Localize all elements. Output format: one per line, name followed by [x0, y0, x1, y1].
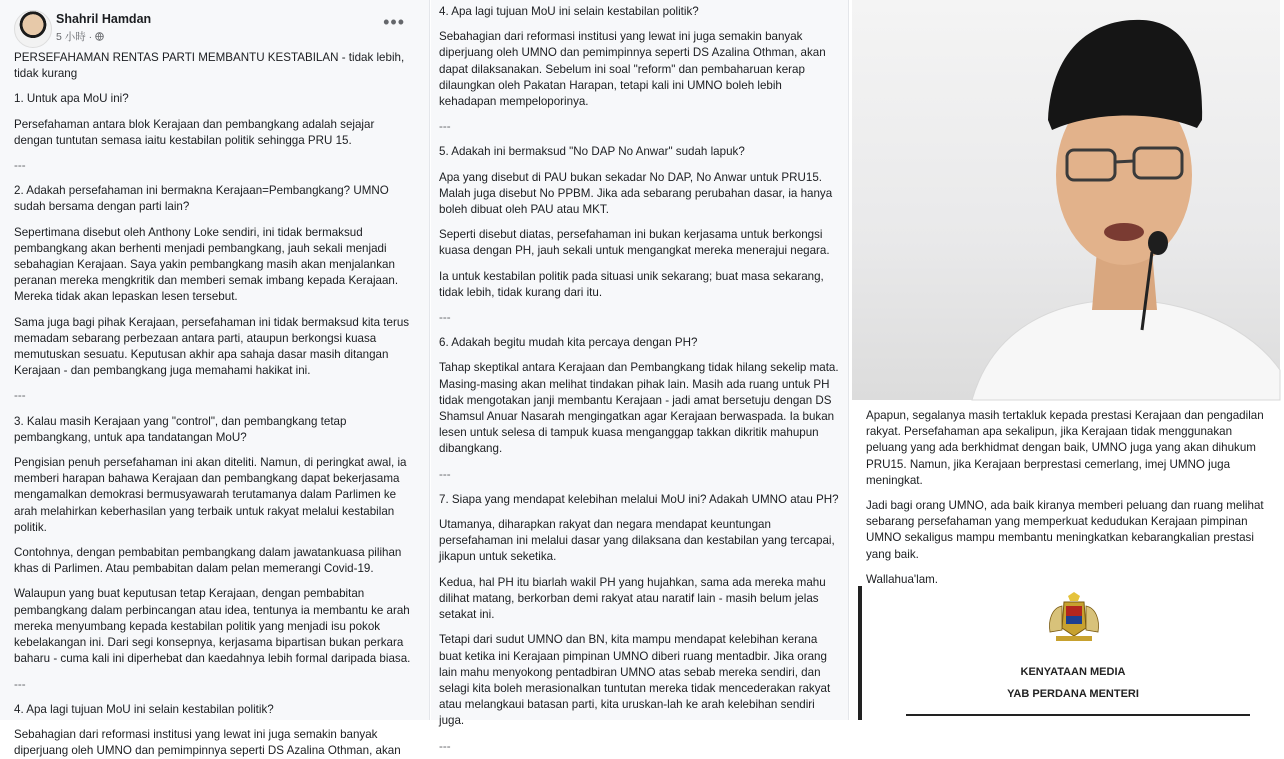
post-paragraph: Sepertimana disebut oleh Anthony Loke sendiri, ini tidak bermaksud pembangkang akan berhenti menjadi pembangkang, jauh sekali menjadi sebahagian Kerajaan. Saya yakin pembangkang masih akan menjalankan peranan mereka mengkritik dan memberi semak imbang kepada Kerajaan. Mereka tidak akan lepaskan lesen tersebut. — [14, 225, 399, 304]
post-paragraph: Kedua, hal PH itu biarlah wakil PH yang hujahkan, sama ada mereka mahu dilihat matang, berkorban demi rakyat atau naratif lain - masih belum jelas setakat ini. — [439, 575, 826, 622]
section-separator: --- — [14, 677, 26, 691]
post-paragraph: Jadi bagi orang UMNO, ada baik kiranya memberi peluang dan ruang melihat sebarang persefahaman yang memperkuat kedudukan Kerajaan pimpinan UMNO sekaligus mampu membantu meningkatkan kebarangkalian prestasi yang baik. — [866, 499, 1264, 561]
post-paragraph: Seperti disebut diatas, persefahaman ini bukan kerjasama untuk berkongsi kuasa dengan PH, jauh sekali untuk mengangkat mereka menerajui negara. — [439, 228, 830, 258]
post-paragraph: Ia untuk kestabilan politik pada situasi unik sekarang; buat masa sekarang, tidak lebih, tidak kurang dari itu. — [439, 269, 824, 299]
post-paragraph: Utamanya, diharapkan rakyat dan negara mendapat keuntungan persefahaman ini melalui dasar yang dilaksana dan kestabilan yang tercapai, jikapun untuk seketika. — [439, 518, 835, 564]
post-paragraph: Wallahua'lam. — [866, 572, 939, 586]
globe-icon — [95, 32, 104, 41]
post-paragraph: 4. Apa lagi tujuan MoU ini selain kestabilan politik? — [439, 5, 699, 18]
section-separator: --- — [439, 120, 451, 134]
author-name[interactable]: Shahril Hamdan — [56, 12, 152, 26]
avatar[interactable] — [14, 10, 52, 48]
post-body-1 — [14, 50, 415, 759]
post-paragraph: Contohnya, dengan pembabitan pembangkang dalam jawatankuasa pilihan khas di Parlimen. Atau pembabitan dalam pelan memerangi Covid-19. — [14, 546, 402, 576]
post-paragraph: Apa yang disebut di PAU bukan sekadar No DAP, No Anwar untuk PRU15. Malah juga disebut No PPBM. Jika ada sebarang perubahan dasar, ia hanya boleh dibuat oleh PAU atau MKT. — [439, 170, 833, 217]
post-meta: 5 小時 · — [56, 29, 104, 44]
post-paragraph: 1. Untuk apa MoU ini? — [14, 92, 129, 106]
speaker-photo — [852, 0, 1280, 400]
post-time[interactable]: 5 小時 — [56, 31, 86, 43]
post-paragraph: Sebahagian dari reformasi institusi yang lewat ini juga semakin banyak diperjuang oleh UMNO dan pemimpinnya seperti DS Azalina Othman, akan dapat dilaksanakan. Sebelum ini soal "reform" dan pembaharuan kerap dilaungkan oleh Pakatan Harapan, tetapi kali ini UMNO boleh lebih kehadapan mempeloporinya. — [439, 30, 826, 109]
post-paragraph: Tahap skeptikal antara Kerajaan dan Pembangkang tidak hilang sekelip mata. Masing-masing akan melihat tindakan pihak lain. Masih ada ruang untuk PH tidak mengotakan janji membantu Kerajaan - jadi amat bersetuju dengan DS Shamsul Anuar Nasarah mengingatkan agar Kerajaan berwaspada. Ia bukan lesen untuk selesa di tampuk kuasa menganggap takkan dikritik mahupun dibangkang. — [439, 361, 839, 456]
document-title: KENYATAAN MEDIA — [1020, 666, 1126, 678]
section-separator: --- — [439, 739, 451, 753]
post-paragraph: Apapun, segalanya masih tertakluk kepada prestasi Kerajaan dan pengadilan rakyat. Persefahaman apa sekalipun, jika Kerajaan tidak menggunakan peluang yang ada berkhidmat dengan baik, UMNO juga yang akan dihukum PRU15. Namun, jika Kerajaan berprestasi cemerlang, imej UMNO juga meningkat. — [866, 409, 1264, 487]
post-paragraph: Sama juga bagi pihak Kerajaan, persefahaman ini tidak bermaksud kita terus memadam sebarang perbezaan antara parti, ataupun berkongsi kuasa memutuskan sesuatu. Keputusan akhir apa sahaja dasar masih ditangan Kerajaan - dan pembangkang juga memahami hakikat ini. — [14, 315, 410, 378]
document-subtitle: YAB PERDANA MENTERI — [1007, 688, 1139, 700]
post-column-2 — [431, 0, 849, 753]
post-paragraph: 6. Adakah begitu mudah kita percaya dengan PH? — [439, 336, 698, 350]
media-statement-document — [858, 586, 1284, 720]
post-paragraph: 7. Siapa yang mendapat kelebihan melalui MoU ini? Adakah UMNO atau PH? — [439, 492, 839, 506]
post-paragraph: 4. Apa lagi tujuan MoU ini selain kestabilan politik? — [14, 702, 274, 716]
section-separator: --- — [439, 311, 451, 325]
post-paragraph: Tetapi dari sudut UMNO dan BN, kita mampu mendapat kelebihan kerana buat ketika ini Kerajaan pimpinan UMNO diberi ruang mentadbir. Jika orang lain mahu menyokong pentadbiran UMNO atas sebab mereka sendiri, dan selagi kita boleh merasionalkan tuntutan mereka tidak mencederakan rakyat atau melangkaui batasan parti, kita uruskan-lah ke arah kelebihan sendiri juga. — [439, 633, 831, 728]
post-paragraph: Pengisian penuh persefahaman ini akan diteliti. Namun, di peringkat awal, ia memberi harapan bahawa Kerajaan dan pembangkang dapat bekerjasama mengamalkan demokrasi bermusyawarah terutamanya dalam Parlimen ke arah melahirkan keberhasilan yang terbaik untuk rakyat melalui kestabilan politik. — [14, 456, 407, 534]
section-separator: --- — [14, 159, 26, 173]
section-separator: --- — [439, 467, 451, 481]
post-column-1 — [0, 0, 430, 758]
post-paragraph: Sebahagian dari reformasi institusi yang lewat ini juga semakin banyak diperjuang oleh UMNO dan pemimpinnya seperti DS Azalina Othman, akan — [14, 727, 401, 758]
post-paragraph: Walaupun yang buat keputusan tetap Kerajaan, dengan pembabitan pembangkang dalam perbincangan atau idea, tentunya ia membantu ke arah mereka menyumbang kepada kestabilan politik yang menjadi isu pokok kebelakangan ini. Dari segi konsepnya, kerjasama bipartisan bukan perkara baharu - cuma kali ini diperhebat dan kaedahnya lebih formal daripada biasa. — [14, 587, 411, 666]
post-paragraph: Persefahaman antara blok Kerajaan dan pembangkang adalah sejajar dengan tuntutan semasa iaitu kestabilan politik sehingga PRU 15. — [14, 117, 375, 147]
post-column-3 — [852, 0, 1280, 720]
section-separator: --- — [14, 389, 26, 403]
coat-of-arms-icon — [1042, 592, 1106, 642]
more-options-icon[interactable]: ••• — [383, 12, 405, 32]
post-paragraph: 2. Adakah persefahaman ini bermakna Kerajaan=Pembangkang? UMNO sudah bersama dengan parti lain? — [14, 184, 389, 214]
post-paragraph: PERSEFAHAMAN RENTAS PARTI MEMBANTU KESTABILAN - tidak lebih, tidak kurang — [14, 51, 405, 81]
post-header — [14, 0, 415, 50]
post-paragraph: 5. Adakah ini bermaksud "No DAP No Anwar" sudah lapuk? — [439, 145, 745, 159]
post-paragraph: 3. Kalau masih Kerajaan yang "control", dan pembangkang tetap pembangkang, untuk apa tandatangan MoU? — [14, 414, 347, 444]
post-body-2 — [439, 4, 840, 755]
